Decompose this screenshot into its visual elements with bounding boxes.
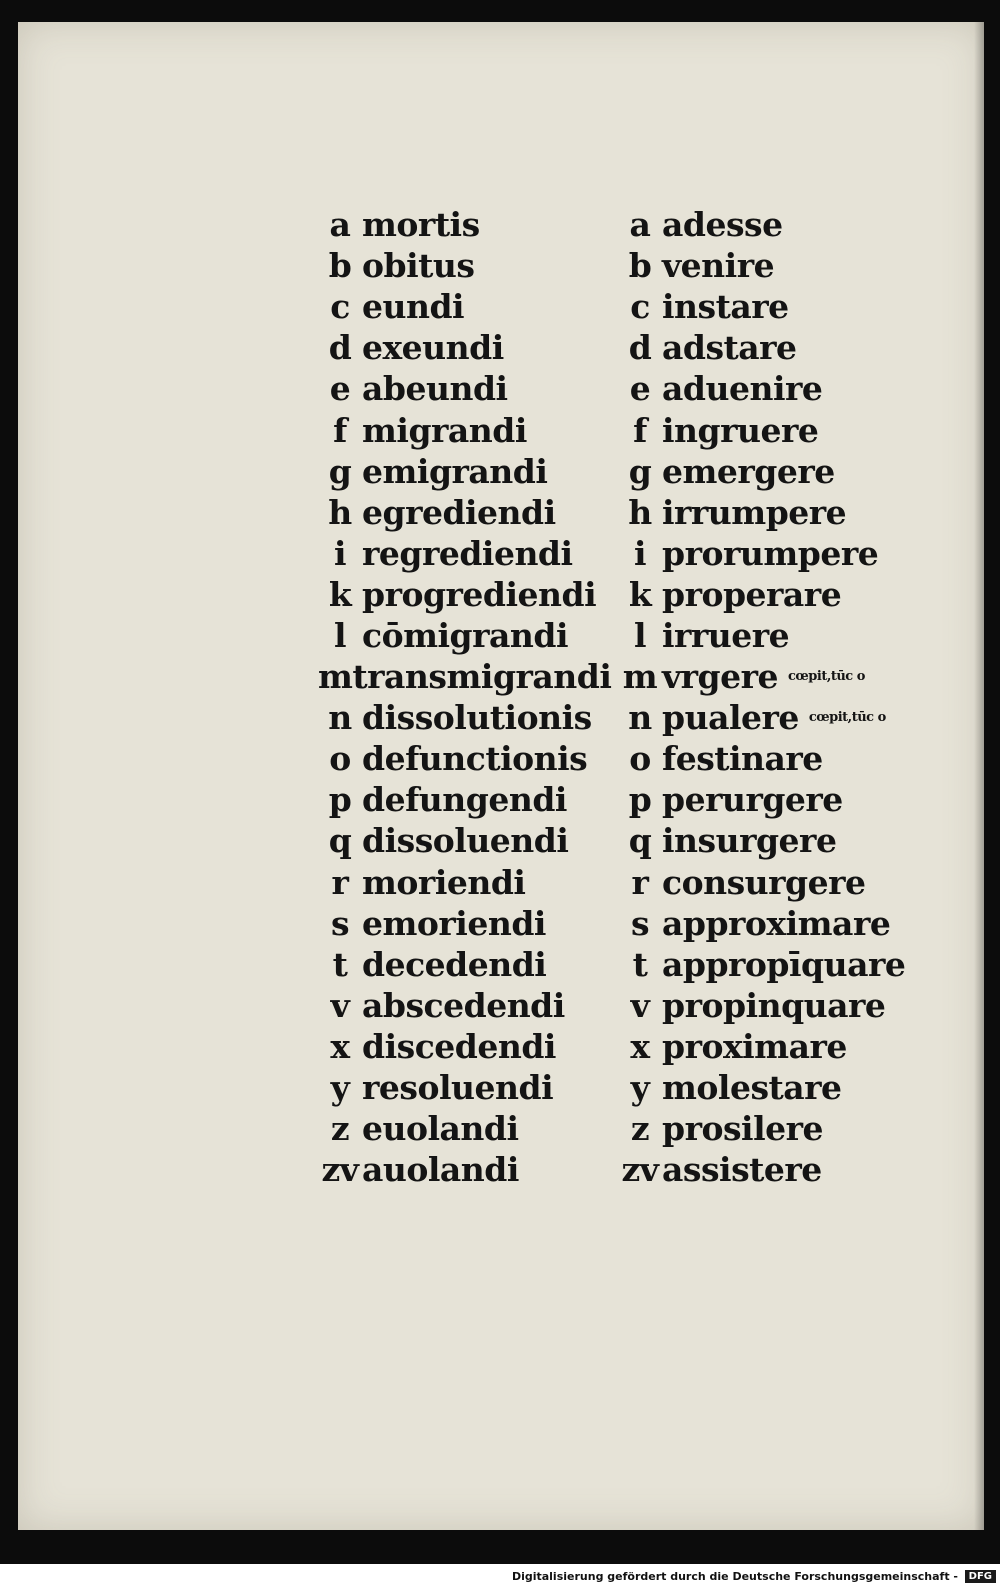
word-row <box>618 903 918 944</box>
word-row <box>318 533 608 574</box>
row-letter: k <box>628 574 652 614</box>
row-letter: o <box>329 739 351 779</box>
row-letter: x <box>330 1026 350 1066</box>
row-letter: h <box>328 492 352 532</box>
word-row <box>318 409 608 450</box>
row-word: abeundi <box>362 369 508 409</box>
dfg-logo: DFG <box>965 1570 996 1583</box>
word-row <box>318 492 608 533</box>
word-row <box>618 1067 918 1108</box>
word-row <box>618 409 918 450</box>
row-letter: e <box>629 369 651 409</box>
row-letter: s <box>630 903 650 943</box>
row-word: defungendi <box>362 780 567 820</box>
row-letter: q <box>628 821 652 861</box>
word-row <box>618 944 918 985</box>
word-row <box>318 820 608 861</box>
row-word: irruere <box>662 615 790 655</box>
row-letter: s <box>330 903 350 943</box>
word-row <box>618 1026 918 1067</box>
row-note: cœpit,tūc o <box>808 710 886 726</box>
footer <box>0 1530 1000 1586</box>
word-row <box>318 368 608 409</box>
word-row <box>318 656 612 697</box>
row-word: properare <box>662 574 842 614</box>
row-word: exeundi <box>362 328 504 368</box>
row-letter: g <box>328 451 352 491</box>
row-word: perurgere <box>662 780 843 820</box>
word-row <box>318 327 608 368</box>
word-row <box>618 697 918 738</box>
word-row <box>618 656 918 697</box>
row-letter: y <box>330 1068 350 1108</box>
row-letter: d <box>628 328 652 368</box>
word-row <box>618 574 918 615</box>
row-word: euolandi <box>362 1109 519 1149</box>
word-row <box>618 327 918 368</box>
word-row <box>318 862 608 903</box>
row-word: ingruere <box>662 410 819 450</box>
row-letter: f <box>333 410 347 450</box>
row-letter: c <box>630 287 650 327</box>
row-letter: l <box>633 615 647 655</box>
row-letter: p <box>328 780 352 820</box>
word-row <box>318 286 608 327</box>
row-word: emergere <box>662 451 835 491</box>
word-row <box>618 286 918 327</box>
word-row <box>318 245 608 286</box>
word-row <box>618 862 918 903</box>
word-row <box>618 492 918 533</box>
word-row <box>318 1026 608 1067</box>
row-letter: r <box>631 862 649 902</box>
row-word: defunctionis <box>362 739 588 779</box>
word-row <box>318 1149 608 1190</box>
row-word: progrediendi <box>362 574 597 614</box>
row-letter: v <box>630 985 650 1025</box>
word-row <box>318 1067 608 1108</box>
row-word: discedendi <box>362 1026 556 1066</box>
row-word: cōmigrandi <box>362 615 569 655</box>
word-row <box>318 451 608 492</box>
row-letter: b <box>328 246 352 286</box>
row-word: prorumpere <box>662 533 879 573</box>
row-letter: e <box>329 369 351 409</box>
word-row <box>618 1149 918 1190</box>
row-letter: c <box>330 287 350 327</box>
word-row <box>618 738 918 779</box>
row-word: mortis <box>362 205 480 245</box>
word-row <box>318 204 608 245</box>
row-word: molestare <box>662 1068 842 1108</box>
row-letter: n <box>628 698 652 738</box>
row-word: proximare <box>662 1026 847 1066</box>
row-word: decedendi <box>362 944 547 984</box>
row-word: adstare <box>662 328 797 368</box>
row-letter: m <box>622 657 658 697</box>
row-letter: g <box>628 451 652 491</box>
row-letter: y <box>630 1068 650 1108</box>
word-row <box>618 779 918 820</box>
row-word: moriendi <box>362 862 526 902</box>
row-letter: v <box>330 985 350 1025</box>
row-note: cœpit,tūc o <box>788 669 865 685</box>
row-word: resoluendi <box>362 1068 554 1108</box>
word-row <box>618 204 918 245</box>
row-letter: x <box>630 1026 650 1066</box>
row-word: dissoluendi <box>362 821 569 861</box>
row-letter: zv <box>621 1150 659 1190</box>
row-letter: z <box>630 1109 650 1149</box>
row-letter: k <box>328 574 352 614</box>
word-row <box>318 985 608 1026</box>
row-word: appropīquare <box>662 944 906 984</box>
row-word: approximare <box>662 903 891 943</box>
word-row <box>318 944 608 985</box>
row-letter: i <box>633 533 647 573</box>
row-word: venire <box>662 246 775 286</box>
word-row <box>318 738 608 779</box>
book-page <box>18 22 984 1530</box>
row-letter: q <box>328 821 352 861</box>
word-row <box>318 615 608 656</box>
row-word: pualere <box>662 698 799 738</box>
word-row <box>618 985 918 1026</box>
word-row <box>618 615 918 656</box>
right-word-column <box>618 204 918 1190</box>
row-word: obitus <box>362 246 475 286</box>
row-letter: o <box>629 739 651 779</box>
row-letter: f <box>633 410 647 450</box>
row-word: eundi <box>362 287 465 327</box>
row-word: propinquare <box>662 985 886 1025</box>
row-word: festinare <box>662 739 823 779</box>
row-word: dissolutionis <box>362 698 592 738</box>
row-letter: a <box>629 205 651 245</box>
word-row <box>618 533 918 574</box>
left-word-column <box>318 204 612 1190</box>
row-letter: p <box>628 780 652 820</box>
word-row <box>318 574 608 615</box>
row-word: irrumpere <box>662 492 847 532</box>
row-word: emigrandi <box>362 451 548 491</box>
word-row <box>618 245 918 286</box>
row-word: egrediendi <box>362 492 556 532</box>
word-row <box>318 779 608 820</box>
row-word: prosilere <box>662 1109 823 1149</box>
row-word: assistere <box>662 1150 822 1190</box>
word-row <box>618 368 918 409</box>
row-letter: zv <box>321 1150 359 1190</box>
row-letter: n <box>328 698 352 738</box>
row-word: consurgere <box>662 862 866 902</box>
footer-bar <box>0 1564 1000 1586</box>
word-row <box>618 1108 918 1149</box>
row-letter: l <box>333 615 347 655</box>
row-word: instare <box>662 287 789 327</box>
funding-credit: Digitalisierung gefördert durch die Deutsche Forschungsgemeinschaft - <box>511 1570 958 1583</box>
page-edge-shadow <box>974 22 984 1530</box>
word-row <box>318 903 608 944</box>
row-letter: t <box>332 944 348 984</box>
word-row <box>318 697 608 738</box>
row-word: emoriendi <box>362 903 546 943</box>
word-row <box>618 451 918 492</box>
row-word: regrediendi <box>362 533 573 573</box>
row-letter: h <box>628 492 652 532</box>
row-letter: r <box>331 862 349 902</box>
row-word: adesse <box>662 205 783 245</box>
row-word: vrgere <box>662 657 779 697</box>
row-word: insurgere <box>662 821 837 861</box>
row-word: migrandi <box>362 410 527 450</box>
word-row <box>318 1108 608 1149</box>
row-letter: b <box>628 246 652 286</box>
row-word: abscedendi <box>362 985 565 1025</box>
row-word: transmigrandi <box>352 657 612 697</box>
row-letter: d <box>328 328 352 368</box>
row-letter: t <box>632 944 648 984</box>
word-row <box>618 820 918 861</box>
row-word: auolandi <box>362 1150 519 1190</box>
row-word: aduenire <box>662 369 823 409</box>
row-letter: i <box>333 533 347 573</box>
row-letter: z <box>330 1109 350 1149</box>
row-letter: a <box>329 205 351 245</box>
row-letter: m <box>318 657 353 697</box>
